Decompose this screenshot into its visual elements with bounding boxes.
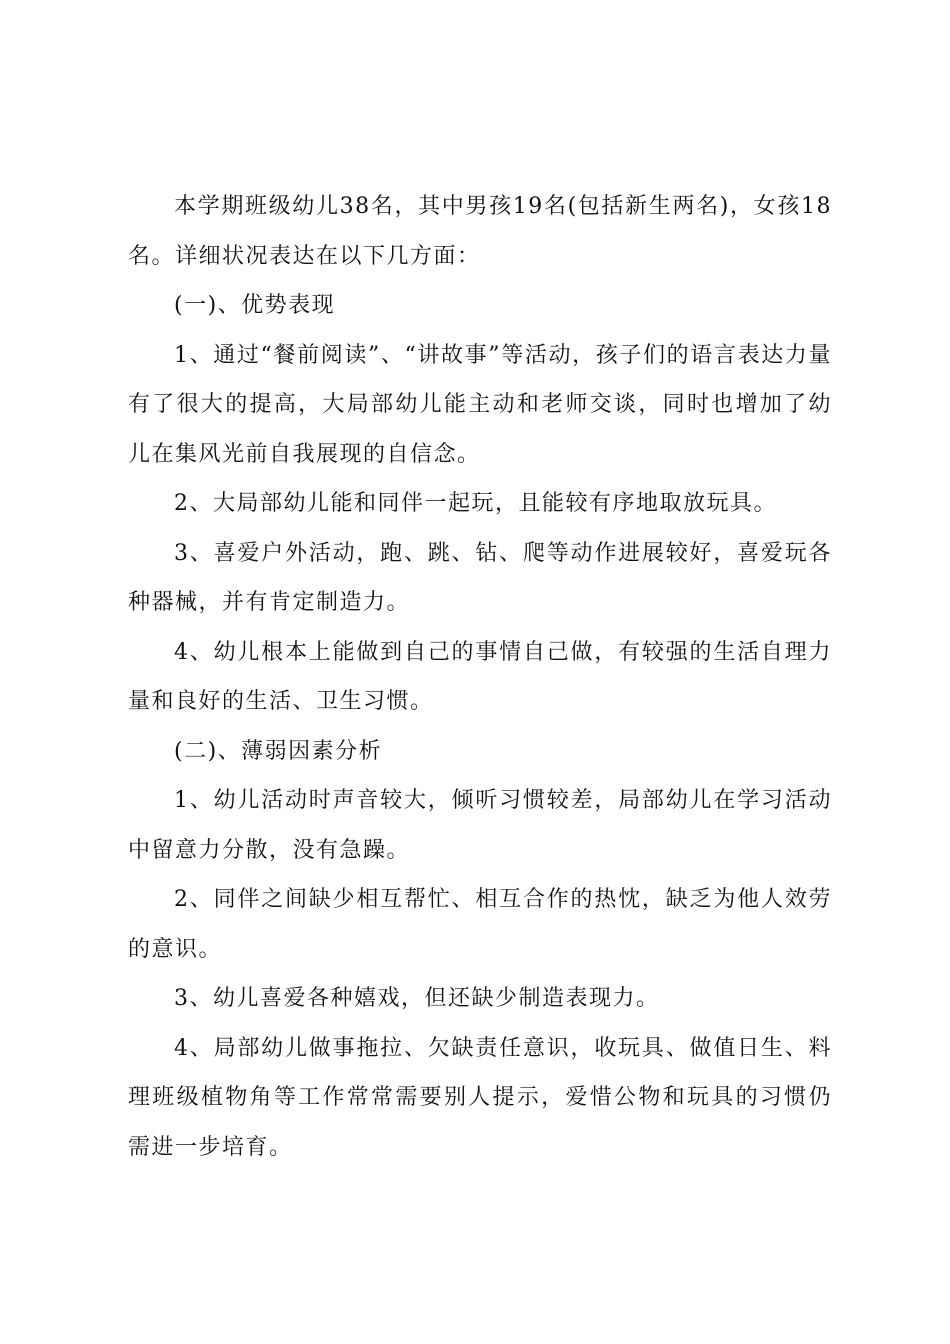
document-body bbox=[128, 182, 832, 1172]
section-heading-weaknesses: (二)、薄弱因素分析 bbox=[174, 738, 383, 764]
weakness-item-1: 1、幼儿活动时声音较大，倾听习惯较差，局部幼儿在学习活动中留意力分散，没有急躁。 bbox=[128, 788, 832, 863]
weakness-item-3: 3、幼儿喜爱各种嬉戏，但还缺少制造表现力。 bbox=[174, 986, 660, 1011]
weakness-item-2: 2、同伴之间缺少相互帮忙、相互合作的热忱，缺乏为他人效劳的意识。 bbox=[128, 887, 832, 962]
strength-item-3: 3、喜爱户外活动，跑、跳、钻、爬等动作进展较好，喜爱玩各种器械，并有肯定制造力。 bbox=[128, 540, 832, 615]
class-overview-paragraph: 本学期班级幼儿38名，其中男孩19名(包括新生两名)，女孩18名。详细状况表达在以下几方面： bbox=[128, 194, 832, 269]
strength-item-2: 2、大局部幼儿能和同伴一起玩，且能较有序地取放玩具。 bbox=[174, 491, 777, 516]
strength-item-1: 1、通过“餐前阅读”、“讲故事”等活动，孩子们的语言表达力量有了很大的提高，大局部幼儿能主动和老师交谈，同时也增加了幼儿在集风光前自我展现的自信念。 bbox=[128, 342, 832, 467]
weakness-item-4: 4、局部幼儿做事拖拉、欠缺责任意识，收玩具、做值日生、料理班级植物角等工作常常需要别人提示，爱惜公物和玩具的习惯仍需进一步培育。 bbox=[128, 1035, 832, 1160]
strength-item-4: 4、幼儿根本上能做到自己的事情自己做，有较强的生活自理力量和良好的生活、卫生习惯。 bbox=[128, 639, 832, 714]
section-heading-strengths: (一)、优势表现 bbox=[174, 293, 336, 318]
